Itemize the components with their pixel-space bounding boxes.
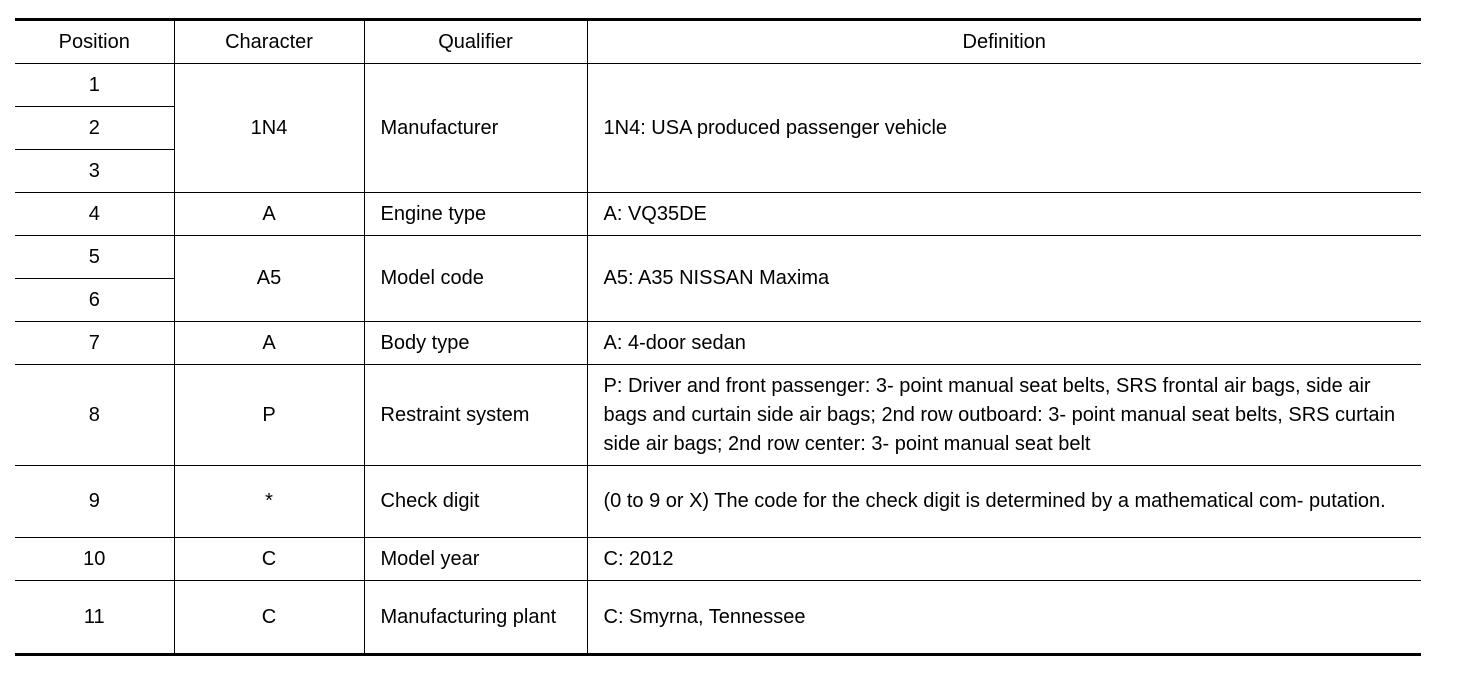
definition-cell: 1N4: USA produced passenger vehicle [587,64,1421,193]
table-row [15,538,1421,581]
position-cell: 7 [15,322,174,365]
position-cell: 10 [15,538,174,581]
qualifier-cell: Restraint system [364,365,587,466]
position-cell: 2 [15,107,174,150]
header-character: Character [174,20,364,64]
position-cell: 11 [15,581,174,655]
table-row [15,64,1421,107]
character-cell: C [174,538,364,581]
definition-cell: A: 4-door sedan [587,322,1421,365]
definition-cell: A: VQ35DE [587,193,1421,236]
vin-definition-table [15,18,1421,656]
table-row [15,581,1421,655]
position-cell: 3 [15,150,174,193]
position-cell: 9 [15,466,174,538]
character-cell: P [174,365,364,466]
definition-cell: A5: A35 NISSAN Maxima [587,236,1421,322]
position-cell: 4 [15,193,174,236]
qualifier-cell: Check digit [364,466,587,538]
qualifier-cell: Manufacturer [364,64,587,193]
character-cell: C [174,581,364,655]
position-cell: 1 [15,64,174,107]
character-cell: A [174,193,364,236]
qualifier-cell: Body type [364,322,587,365]
table-header-row [15,20,1421,64]
vin-table-container [15,18,1421,656]
position-cell: 5 [15,236,174,279]
table-row [15,236,1421,279]
table-row [15,322,1421,365]
position-cell: 8 [15,365,174,466]
table-row [15,193,1421,236]
header-position: Position [15,20,174,64]
header-definition: Definition [587,20,1421,64]
character-cell: A [174,322,364,365]
character-cell: 1N4 [174,64,364,193]
table-row [15,466,1421,538]
qualifier-cell: Engine type [364,193,587,236]
definition-cell: C: 2012 [587,538,1421,581]
position-cell: 6 [15,279,174,322]
header-qualifier: Qualifier [364,20,587,64]
qualifier-cell: Model code [364,236,587,322]
character-cell: * [174,466,364,538]
table-row [15,365,1421,466]
qualifier-cell: Manufacturing plant [364,581,587,655]
character-cell: A5 [174,236,364,322]
definition-cell: (0 to 9 or X) The code for the check digit is determined by a mathematical com- putation. [587,466,1421,538]
qualifier-cell: Model year [364,538,587,581]
definition-cell: C: Smyrna, Tennessee [587,581,1421,655]
definition-cell: P: Driver and front passenger: 3- point manual seat belts, SRS frontal air bags, side air bags and curtain side air bags; 2nd row outboard: 3- point manual seat belts, SRS curtain side air bags; 2nd row center: 3- point manual seat belt [587,365,1421,466]
